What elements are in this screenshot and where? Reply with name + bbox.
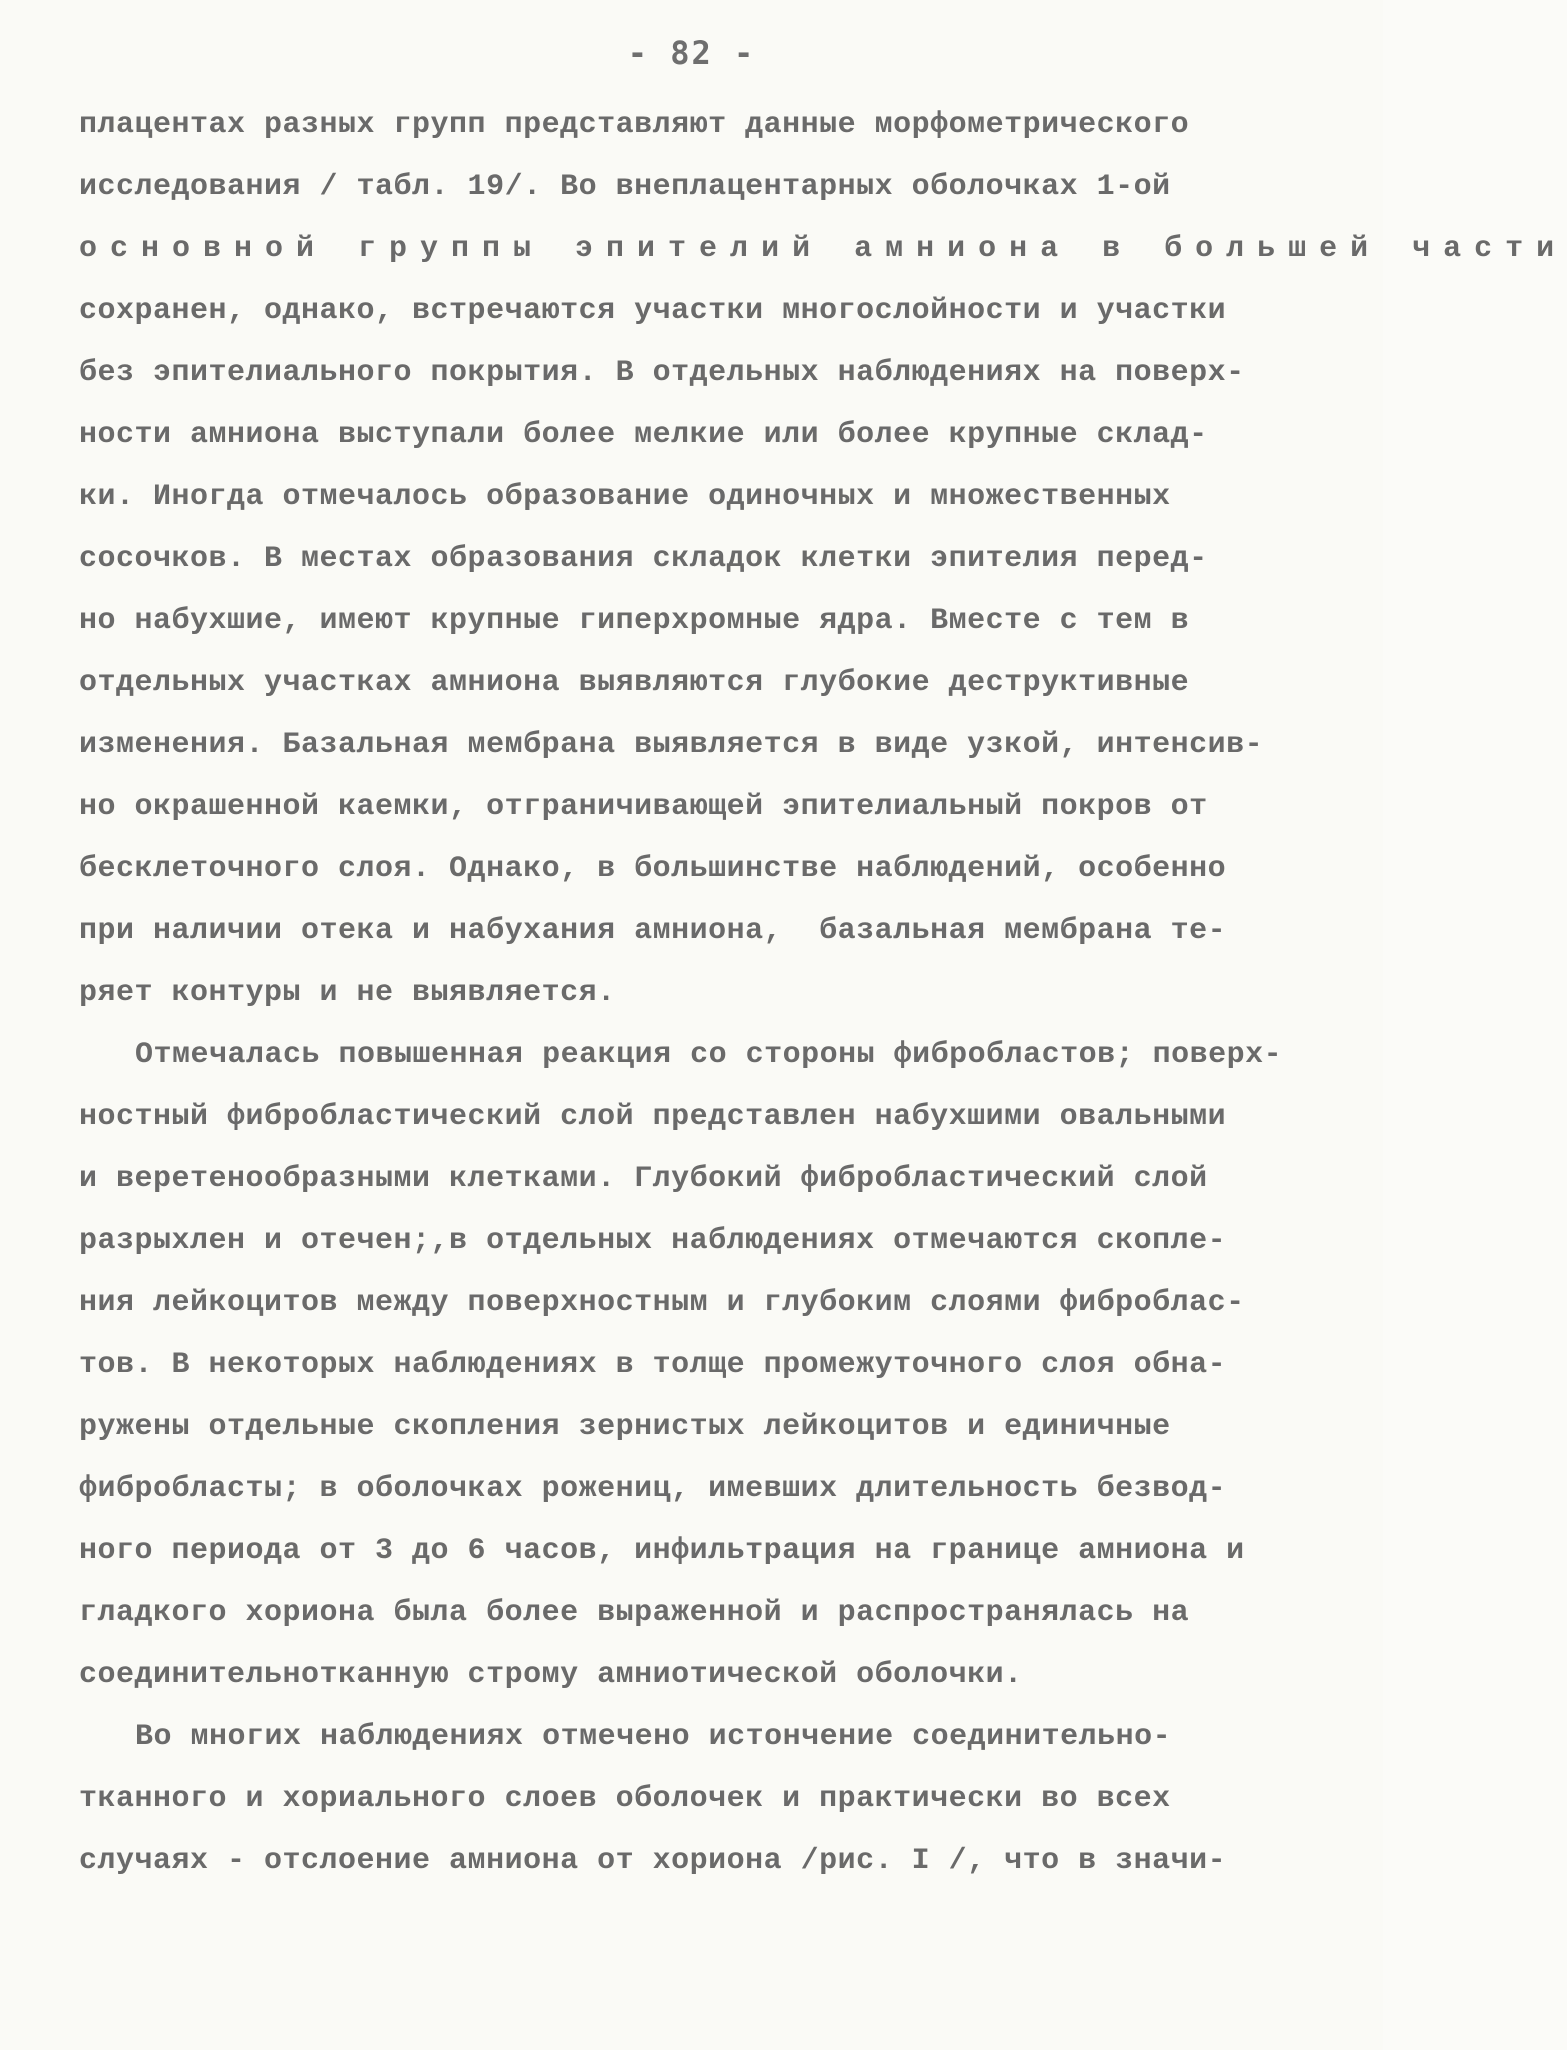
text-line: отдельных участках амниона выявляются глубокие деструктивные [79, 666, 1190, 700]
text-line: изменения. Базальная мембрана выявляется в виде узкой, интенсив- [79, 728, 1264, 762]
text-line: соединительнотканную строму амниотической оболочки. [79, 1658, 1023, 1692]
text-line: сохранен, однако, встречаются участки многослойности и участки [79, 294, 1227, 328]
text-line: гладкого хориона была более выраженной и распространялась на [79, 1596, 1190, 1630]
text-line: и веретенообразными клетками. Глубокий фибробластический слой [79, 1162, 1208, 1196]
text-line: ряет контуры и не выявляется. [79, 976, 616, 1010]
body-text [79, 94, 1567, 1892]
text-line: плацентах разных групп представляют данные морфометрического [79, 108, 1190, 142]
text-line: основной группы эпителий амниона в большей части [79, 232, 1567, 266]
text-line: ностный фибробластический слой представлен набухшими овальными [79, 1100, 1227, 1134]
text-line: случаях - отслоение амниона от хориона /рис. I /, что в значи- [79, 1844, 1227, 1878]
text-line: сосочков. В местах образования складок клетки эпителия перед- [79, 542, 1208, 576]
paragraph-start-line: Во многих наблюдениях отмечено истончение соединительно- [135, 1720, 1172, 1754]
text-line: разрыхлен и отечен;,в отдельных наблюдениях отмечаются скопле- [79, 1224, 1227, 1258]
text-line: но окрашенной каемки, отграничивающей эпителиальный покров от [79, 790, 1208, 824]
page-number: - 82 - [627, 34, 756, 72]
text-line: фибробласты; в оболочках рожениц, имевших длительность безвод- [79, 1472, 1227, 1506]
text-line: бесклеточного слоя. Однако, в большинстве наблюдений, особенно [79, 852, 1227, 886]
text-line: исследования / табл. 19/. Во внеплацентарных оболочках 1-ой [79, 170, 1171, 204]
paragraph-start-line: Отмечалась повышенная реакция со стороны фибробластов; поверх- [135, 1038, 1283, 1072]
text-line: при наличии отека и набухания амниона, базальная мембрана те- [79, 914, 1227, 948]
text-line: тов. В некоторых наблюдениях в толще промежуточного слоя обна- [79, 1348, 1227, 1382]
text-line: ружены отдельные скопления зернистых лейкоцитов и единичные [79, 1410, 1171, 1444]
text-line: но набухшие, имеют крупные гиперхромные ядра. Вместе с тем в [79, 604, 1190, 638]
text-line: ного периода от 3 до 6 часов, инфильтрация на границе амниона и [79, 1534, 1245, 1568]
text-line: ности амниона выступали более мелкие или более крупные склад- [79, 418, 1208, 452]
text-line: ки. Иногда отмечалось образование одиночных и множественных [79, 480, 1171, 514]
text-line: без эпителиального покрытия. В отдельных наблюдениях на поверх- [79, 356, 1245, 390]
text-line: ния лейкоцитов между поверхностным и глубоким слоями фиброблас- [79, 1286, 1245, 1320]
text-line: тканного и хориального слоев оболочек и практически во всех [79, 1782, 1171, 1816]
